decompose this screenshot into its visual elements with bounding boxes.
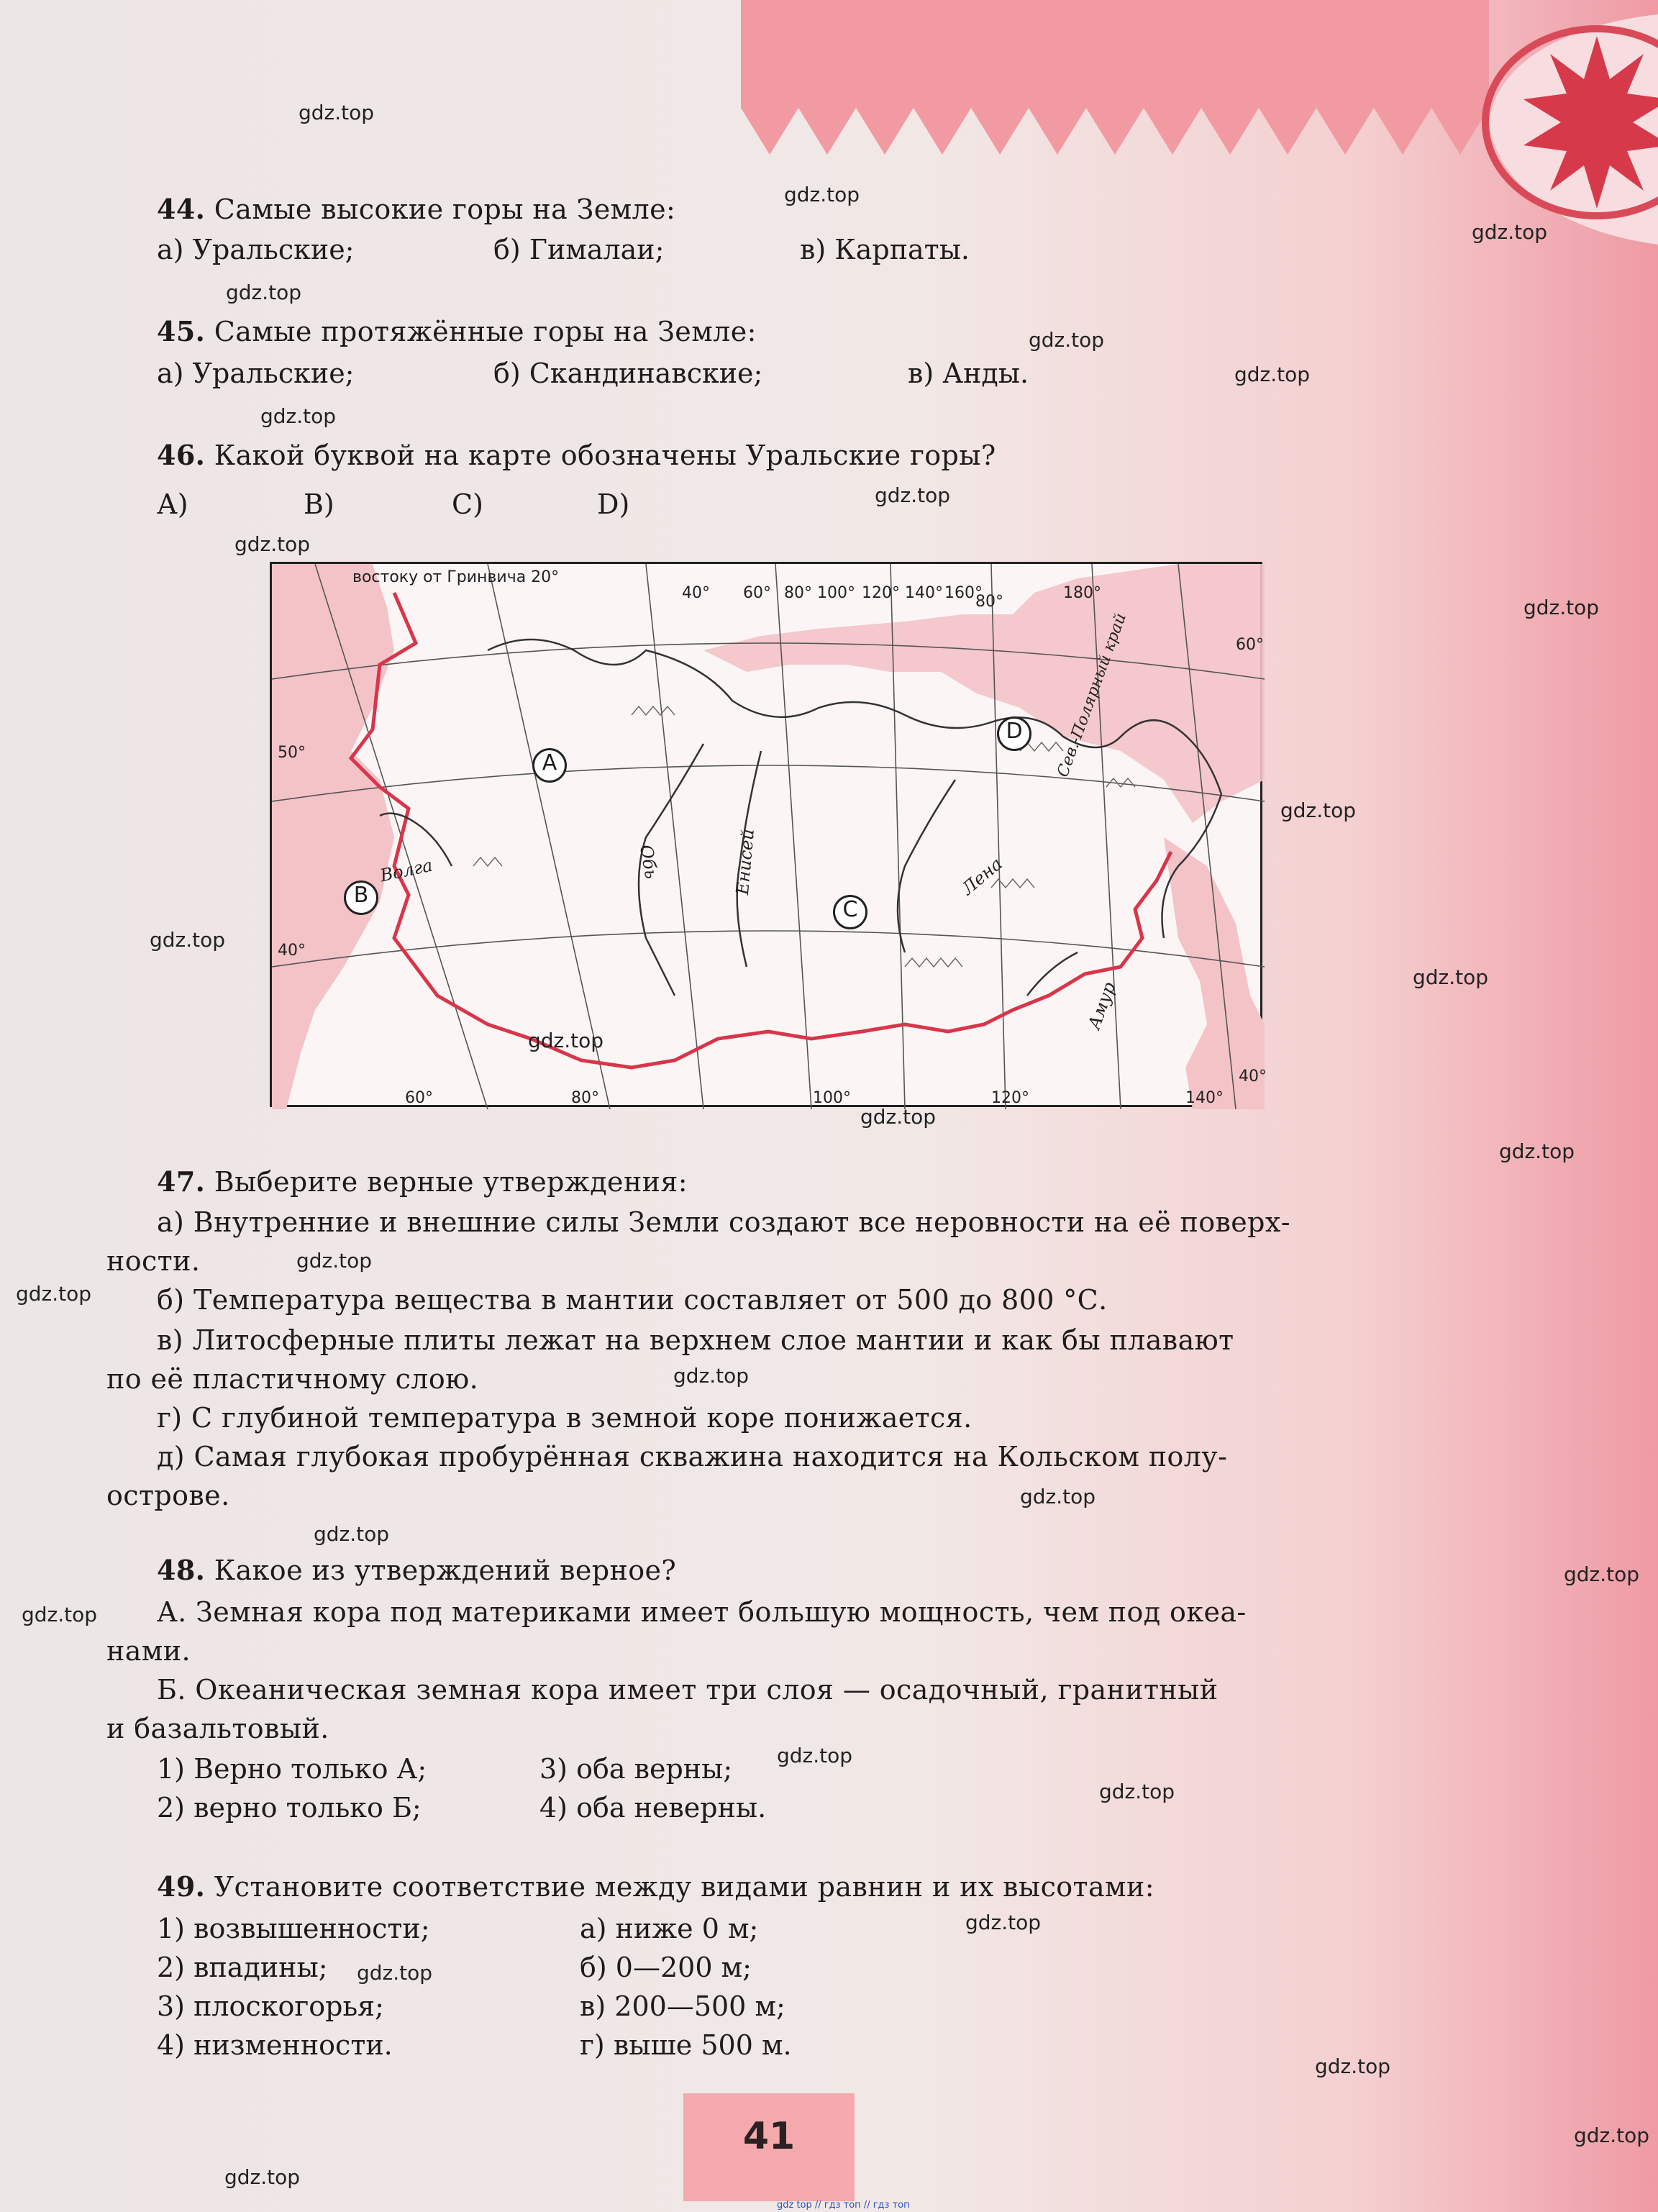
match-left-item: 1) возвышенности; [157,1913,430,1944]
statement-a-continued: нами. [106,1635,191,1667]
match-right-item: в) 200—500 м; [580,1990,785,2022]
river-label-yenisei: Енисей [732,828,758,896]
watermark: gdz.top [1499,1139,1575,1163]
question-number: 47. [157,1165,206,1198]
match-right-item: б) 0—200 м; [580,1952,752,1983]
river-label-ob: Обь [635,843,662,880]
answer-option: в) Карпаты. [800,234,970,265]
map-label: 80° [784,584,812,602]
answer-option: С) [452,488,483,520]
map-label: 180° [1063,584,1101,602]
answer-option: 4) оба неверны. [539,1792,767,1824]
answer-option: В) [304,488,334,520]
watermark: gdz.top [1020,1485,1096,1508]
statement-e: д) Самая глубокая пробурённая скважина находится на Кольском полу- [157,1441,1228,1473]
watermark: gdz.top [16,1282,92,1306]
map-label: 140° [1185,1089,1224,1107]
map-label: 80° [975,593,1003,611]
match-left-item: 3) плоскогорья; [157,1990,384,2022]
map-label: 80° [571,1089,599,1107]
map-label: востоку от Гринвича 20° [352,568,560,586]
answer-option: D) [597,488,630,520]
watermark: gdz.top [860,1105,937,1129]
map-label: 50° [278,744,306,762]
watermark: gdz.top [1472,220,1548,244]
bottom-note: gdz top // гдз топ // гдз топ [777,2200,910,2211]
map-label: 60° [1236,636,1264,654]
question-text: Самые протяжённые горы на Земле: [214,316,757,347]
answer-option: 2) верно только Б; [157,1792,422,1824]
watermark: gdz.top [234,532,311,556]
match-right-item: г) выше 500 м. [580,2029,792,2061]
watermark: gdz.top [226,281,302,304]
statement-a: а) Внутренние и внешние силы Земли создают все неровности на её поверх- [157,1206,1290,1238]
map-label: 60° [405,1089,433,1107]
watermark: gdz.top [528,1029,604,1052]
question-45 [157,314,757,350]
statement-d: г) С глубиной температура в земной коре понижается. [157,1402,973,1434]
watermark: gdz.top [1574,2124,1650,2147]
watermark: gdz.top [1234,363,1311,386]
answer-option: 3) оба верны; [539,1753,733,1785]
watermark: gdz.top [965,1911,1042,1934]
star-badge-icon [1467,14,1658,245]
question-text: Какой буквой на карте обозначены Уральские горы? [214,440,996,471]
question-text: Самые высокие горы на Земле: [214,194,676,225]
page-number: 41 [742,2115,796,2158]
question-48 [157,1552,676,1588]
watermark: gdz.top [299,101,375,124]
question-47 [157,1164,688,1200]
watermark: gdz.top [314,1522,390,1546]
watermark: gdz.top [1523,596,1600,619]
watermark: gdz.top [22,1603,98,1626]
map-label: 140° [905,584,943,602]
question-number: 48. [157,1554,206,1586]
map-marker-d: D [997,716,1031,751]
match-left-item: 2) впадины; [157,1952,328,1983]
statement-a: А. Земная кора под материками имеет большую мощность, чем под океа- [157,1596,1247,1628]
statement-c-continued: по её пластичному слою. [106,1363,479,1395]
map-label: 40° [1239,1068,1267,1085]
statement-b-continued: и базальтовый. [106,1713,329,1744]
river-label-lena: Лена [957,853,1006,899]
map-marker-a: A [532,748,567,783]
question-number: 44. [157,193,206,225]
watermark: gdz.top [1029,328,1105,352]
statement-c: в) Литосферные плиты лежат на верхнем слое мантии и как бы плавают [157,1324,1234,1356]
question-text: Какое из утверждений верное? [214,1555,677,1586]
answer-option: б) Скандинавские; [493,358,763,389]
watermark: gdz.top [357,1961,433,1985]
map-label: 120° [862,584,900,602]
watermark: gdz.top [224,2165,301,2189]
match-right-item: а) ниже 0 м; [580,1913,759,1944]
statement-b: Б. Океаническая земная кора имеет три слоя — осадочный, гранитный [157,1674,1219,1706]
watermark: gdz.top [260,404,337,428]
watermark: gdz.top [1280,798,1357,822]
map-label: 100° [813,1089,851,1107]
statement-b: б) Температура вещества в мантии составляет от 500 до 800 °С. [157,1284,1108,1316]
map-marker-b: B [344,880,378,915]
question-number: 45. [157,315,206,347]
decorative-zigzag-banner [741,0,1489,158]
question-text: Установите соответствие между видами равнин и их высотами: [214,1871,1154,1903]
watermark: gdz.top [1413,965,1489,989]
watermark: gdz.top [1315,2054,1391,2078]
question-46 [157,437,996,473]
watermark: gdz.top [1564,1562,1640,1586]
watermark: gdz.top [150,928,226,952]
river-label-amur: Амур [1084,979,1120,1032]
question-number: 49. [157,1870,206,1903]
watermark: gdz.top [673,1364,750,1388]
watermark: gdz.top [784,183,860,206]
statement-e-continued: острове. [106,1480,230,1511]
match-left-item: 4) низменности. [157,2029,393,2061]
answer-option: б) Гималаи; [493,234,665,265]
answer-option: а) Уральские; [157,234,355,265]
answer-option: 1) Верно только А; [157,1753,427,1785]
map-label-region: Сев.-Полярный край [1054,611,1130,780]
map-label: 40° [682,584,710,602]
question-44 [157,191,675,227]
watermark: gdz.top [1099,1780,1175,1803]
map-label: 100° [817,584,855,602]
question-text: Выберите верные утверждения: [214,1166,688,1198]
watermark: gdz.top [777,1744,853,1767]
map-marker-c: C [833,895,867,929]
river-label-volga: Волга [378,855,434,886]
map-label: 40° [278,942,306,960]
watermark: gdz.top [296,1249,373,1273]
map-of-russia [270,562,1267,1107]
answer-option: А) [157,488,188,520]
question-number: 46. [157,439,206,471]
answer-option: а) Уральские; [157,358,355,389]
question-49 [157,1869,1154,1905]
map-label: 160° [944,584,983,602]
answer-option: в) Анды. [908,358,1029,389]
watermark: gdz.top [875,483,951,507]
map-label: 60° [743,584,771,602]
map-label: 120° [991,1089,1029,1107]
statement-a-continued: ности. [106,1245,201,1277]
